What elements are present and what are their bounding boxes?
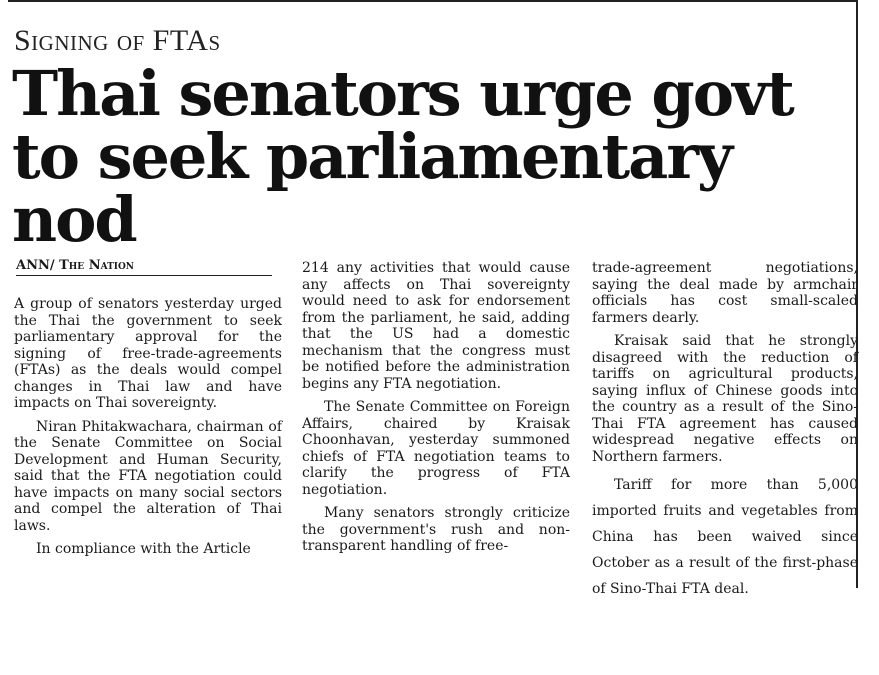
- paragraph: The Senate Committee on Foreign Affairs, chaired by Kraisak Choonhavan, yesterday summoned chiefs of FTA negotiation teams to clarify the progress of FTA negotiation.: [302, 399, 570, 498]
- article-column-2: [302, 260, 570, 562]
- paragraph: Many senators strongly criticize the government's rush and non-transparent handling of free-: [302, 505, 570, 554]
- section-kicker: Signing of FTAs: [14, 24, 221, 57]
- paragraph: In compliance with the Article: [36, 541, 251, 557]
- article-column-3: [592, 260, 858, 609]
- paragraph: Niran Phitakwachara, chairman of the Senate Committee on Social Development and Human Security, said that the FTA negotiation could have impacts on many social sectors and compel the alteration of Thai laws.: [14, 418, 282, 534]
- byline: ANN/ The Nation: [16, 258, 272, 276]
- paragraph: Tariff for more than 5,000 imported fruits and vegetables from China has been waived since October as a result of the first-phase of Sino-Thai FTA deal.: [592, 477, 858, 597]
- headline: Thai senators urge govt to seek parliamentary nod: [12, 57, 793, 256]
- paragraph: Kraisak said that he strongly disagreed with the reduction of tariffs on agricultural products, saying influx of Chinese goods into the country as a result of the Sino-Thai FTA agreement has caused widespread negative effects on Northern farmers.: [592, 333, 858, 465]
- paragraph: A group of senators yesterday urged the Thai the government to seek parliamentary approval for the signing of free-trade-agreements (FTAs) as the deals would compel changes in Thai law and have impacts on Thai sovereignty.: [14, 296, 282, 411]
- top-rule: [8, 0, 857, 2]
- paragraph: 214 any activities that would cause any affects on Thai sovereignty would need to ask for endorsement from the parliament, he said, adding that the US had a domestic mechanism that the congress must be notified before the administration begins any FTA negotiation.: [302, 260, 570, 392]
- paragraph: trade-agreement negotiations, saying the deal made by armchair officials has cost small-scaled farmers dearly.: [592, 260, 858, 326]
- article-column-1: [14, 296, 282, 565]
